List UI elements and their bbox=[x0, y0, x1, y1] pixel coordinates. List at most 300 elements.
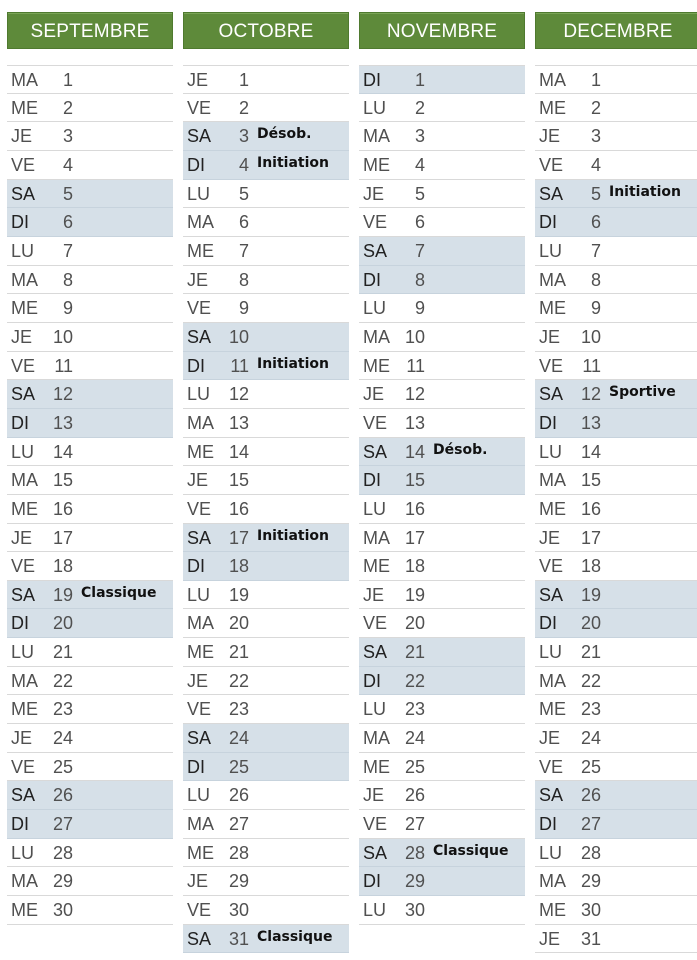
day-name: DI bbox=[363, 269, 381, 290]
month-header: OCTOBRE bbox=[183, 12, 349, 49]
day-number: 28 bbox=[228, 842, 249, 863]
day-name: JE bbox=[539, 527, 561, 548]
day-row bbox=[7, 208, 173, 237]
day-row bbox=[535, 151, 697, 180]
day-name: LU bbox=[363, 298, 387, 319]
day-row bbox=[183, 323, 349, 352]
day-name: SA bbox=[187, 326, 212, 347]
day-number: 27 bbox=[404, 814, 425, 835]
day-number: 26 bbox=[404, 785, 425, 806]
day-number: 25 bbox=[404, 756, 425, 777]
day-name: ME bbox=[187, 642, 214, 663]
day-name: JE bbox=[187, 670, 209, 691]
day-name: SA bbox=[11, 584, 36, 605]
day-name: ME bbox=[363, 556, 390, 577]
day-name: SA bbox=[187, 126, 212, 147]
day-name: JE bbox=[187, 470, 209, 491]
day-number: 2 bbox=[62, 97, 73, 118]
day-row bbox=[535, 122, 697, 151]
day-number: 30 bbox=[404, 900, 425, 921]
day-name: VE bbox=[187, 900, 212, 921]
day-row bbox=[7, 352, 173, 381]
day-row bbox=[183, 695, 349, 724]
day-name: JE bbox=[11, 126, 33, 147]
day-number: 11 bbox=[230, 355, 249, 376]
day-number: 18 bbox=[52, 556, 73, 577]
day-row bbox=[359, 810, 525, 839]
day-number: 27 bbox=[228, 814, 249, 835]
day-row bbox=[183, 294, 349, 323]
day-number: 22 bbox=[52, 670, 73, 691]
day-row bbox=[359, 266, 525, 295]
day-row bbox=[183, 438, 349, 467]
day-number: 14 bbox=[52, 441, 73, 462]
month-column-septembre bbox=[7, 12, 173, 925]
day-name: JE bbox=[363, 785, 385, 806]
event-label: Sportive bbox=[609, 384, 676, 401]
day-row bbox=[535, 380, 697, 409]
day-number: 6 bbox=[238, 212, 249, 233]
day-name: VE bbox=[363, 814, 388, 835]
day-name: VE bbox=[539, 556, 564, 577]
day-name: MA bbox=[363, 126, 390, 147]
day-row bbox=[359, 122, 525, 151]
day-row bbox=[359, 380, 525, 409]
day-number: 27 bbox=[580, 814, 601, 835]
day-number: 1 bbox=[414, 70, 425, 90]
day-row bbox=[7, 294, 173, 323]
day-number: 30 bbox=[580, 900, 601, 921]
day-number: 22 bbox=[580, 670, 601, 691]
day-number: 21 bbox=[404, 642, 425, 663]
day-number: 25 bbox=[580, 756, 601, 777]
month-column-novembre bbox=[359, 12, 525, 925]
day-number: 29 bbox=[228, 871, 249, 892]
day-number: 13 bbox=[404, 412, 425, 433]
day-name: SA bbox=[11, 384, 36, 405]
day-row bbox=[535, 581, 697, 610]
day-name: DI bbox=[11, 814, 29, 835]
day-name: VE bbox=[363, 212, 388, 233]
day-name: LU bbox=[539, 642, 563, 663]
day-name: LU bbox=[11, 240, 35, 261]
day-number: 13 bbox=[580, 412, 601, 433]
day-number: 21 bbox=[580, 642, 601, 663]
day-number: 28 bbox=[404, 842, 425, 863]
day-name: DI bbox=[363, 670, 381, 691]
day-row bbox=[7, 896, 173, 925]
day-row bbox=[183, 208, 349, 237]
day-row bbox=[359, 609, 525, 638]
day-list bbox=[7, 65, 173, 925]
day-row bbox=[535, 839, 697, 868]
day-row bbox=[535, 896, 697, 925]
day-number: 12 bbox=[580, 384, 601, 405]
day-name: LU bbox=[363, 498, 387, 519]
day-name: SA bbox=[539, 584, 564, 605]
day-number: 1 bbox=[62, 70, 73, 90]
day-name: LU bbox=[187, 584, 211, 605]
day-row bbox=[535, 781, 697, 810]
day-number: 12 bbox=[404, 384, 425, 405]
day-name: VE bbox=[187, 298, 212, 319]
day-number: 8 bbox=[62, 269, 73, 290]
day-number: 17 bbox=[52, 527, 73, 548]
day-row bbox=[183, 810, 349, 839]
day-row bbox=[183, 609, 349, 638]
day-name: VE bbox=[539, 355, 564, 376]
day-name: JE bbox=[11, 728, 33, 749]
day-row bbox=[535, 724, 697, 753]
day-number: 15 bbox=[404, 470, 425, 491]
day-number: 2 bbox=[590, 97, 601, 118]
day-name: LU bbox=[187, 384, 211, 405]
day-name: VE bbox=[187, 97, 212, 118]
day-name: VE bbox=[11, 556, 36, 577]
day-row bbox=[7, 581, 173, 610]
event-label: Initiation bbox=[609, 183, 681, 200]
day-row bbox=[7, 65, 173, 94]
day-number: 4 bbox=[238, 154, 249, 175]
day-number: 9 bbox=[238, 298, 249, 319]
day-number: 14 bbox=[404, 441, 425, 462]
day-number: 7 bbox=[238, 240, 249, 261]
day-number: 17 bbox=[228, 527, 249, 548]
day-list bbox=[535, 65, 697, 953]
day-row bbox=[7, 122, 173, 151]
day-number: 26 bbox=[52, 785, 73, 806]
day-name: MA bbox=[11, 470, 38, 491]
day-row bbox=[183, 781, 349, 810]
event-label: Classique bbox=[81, 584, 157, 601]
day-row bbox=[359, 753, 525, 782]
day-row bbox=[535, 352, 697, 381]
day-row bbox=[535, 753, 697, 782]
day-row bbox=[359, 151, 525, 180]
day-name: ME bbox=[363, 355, 390, 376]
day-row bbox=[183, 151, 349, 180]
day-row bbox=[7, 839, 173, 868]
event-label: Initiation bbox=[257, 154, 329, 171]
day-row bbox=[7, 151, 173, 180]
day-row bbox=[359, 323, 525, 352]
event-label: Initiation bbox=[257, 527, 329, 544]
day-number: 7 bbox=[62, 240, 73, 261]
event-label: Désob. bbox=[257, 126, 312, 143]
day-number: 9 bbox=[62, 298, 73, 319]
day-number: 4 bbox=[62, 154, 73, 175]
day-name: DI bbox=[539, 814, 557, 835]
day-name: SA bbox=[363, 842, 388, 863]
day-number: 17 bbox=[580, 527, 601, 548]
day-name: JE bbox=[187, 269, 209, 290]
day-number: 29 bbox=[52, 871, 73, 892]
day-name: DI bbox=[11, 412, 29, 433]
day-number: 16 bbox=[52, 498, 73, 519]
day-number: 3 bbox=[238, 126, 249, 147]
day-name: MA bbox=[187, 212, 214, 233]
day-name: SA bbox=[187, 728, 212, 749]
day-name: ME bbox=[11, 900, 38, 921]
day-number: 20 bbox=[580, 613, 601, 634]
day-name: ME bbox=[11, 498, 38, 519]
day-row bbox=[535, 466, 697, 495]
day-number: 2 bbox=[414, 97, 425, 118]
day-number: 15 bbox=[580, 470, 601, 491]
day-name: MA bbox=[539, 269, 566, 290]
day-name: LU bbox=[539, 441, 563, 462]
day-row bbox=[183, 839, 349, 868]
day-number: 10 bbox=[580, 326, 601, 347]
day-number: 21 bbox=[228, 642, 249, 663]
day-name: LU bbox=[539, 240, 563, 261]
day-number: 21 bbox=[52, 642, 73, 663]
day-row bbox=[183, 466, 349, 495]
day-number: 24 bbox=[52, 728, 73, 749]
day-row bbox=[7, 781, 173, 810]
day-number: 8 bbox=[238, 269, 249, 290]
day-number: 5 bbox=[62, 183, 73, 204]
day-row bbox=[359, 581, 525, 610]
day-row bbox=[535, 180, 697, 209]
day-number: 11 bbox=[582, 355, 601, 376]
day-number: 14 bbox=[228, 441, 249, 462]
day-number: 15 bbox=[228, 470, 249, 491]
day-number: 22 bbox=[404, 670, 425, 691]
month-column-decembre bbox=[535, 12, 697, 953]
day-name: ME bbox=[11, 97, 38, 118]
day-name: SA bbox=[363, 240, 388, 261]
day-name: DI bbox=[363, 871, 381, 892]
day-number: 5 bbox=[414, 183, 425, 204]
day-number: 18 bbox=[228, 556, 249, 577]
day-row bbox=[359, 552, 525, 581]
day-number: 17 bbox=[404, 527, 425, 548]
day-row bbox=[535, 65, 697, 94]
day-row bbox=[359, 65, 525, 94]
day-row bbox=[7, 180, 173, 209]
day-name: LU bbox=[187, 785, 211, 806]
event-label: Classique bbox=[257, 928, 333, 945]
day-row bbox=[183, 122, 349, 151]
day-number: 4 bbox=[590, 154, 601, 175]
day-row bbox=[7, 524, 173, 553]
day-number: 27 bbox=[52, 814, 73, 835]
day-number: 29 bbox=[580, 871, 601, 892]
day-number: 25 bbox=[52, 756, 73, 777]
day-row bbox=[183, 237, 349, 266]
day-row bbox=[7, 695, 173, 724]
day-name: JE bbox=[539, 928, 561, 949]
day-row bbox=[359, 896, 525, 925]
day-row bbox=[183, 266, 349, 295]
day-name: ME bbox=[539, 298, 566, 319]
day-name: DI bbox=[363, 470, 381, 491]
day-name: SA bbox=[363, 642, 388, 663]
day-row bbox=[7, 609, 173, 638]
day-name: MA bbox=[539, 470, 566, 491]
day-name: MA bbox=[11, 871, 38, 892]
day-number: 20 bbox=[52, 613, 73, 634]
day-row bbox=[359, 667, 525, 696]
day-name: MA bbox=[11, 269, 38, 290]
day-row bbox=[7, 237, 173, 266]
day-row bbox=[359, 638, 525, 667]
event-label: Classique bbox=[433, 842, 509, 859]
day-name: JE bbox=[11, 527, 33, 548]
day-row bbox=[183, 753, 349, 782]
day-name: DI bbox=[11, 613, 29, 634]
day-row bbox=[7, 810, 173, 839]
day-name: ME bbox=[539, 498, 566, 519]
day-number: 28 bbox=[580, 842, 601, 863]
day-name: SA bbox=[11, 183, 36, 204]
day-number: 10 bbox=[404, 326, 425, 347]
day-number: 23 bbox=[52, 699, 73, 720]
day-name: VE bbox=[539, 154, 564, 175]
day-name: MA bbox=[187, 412, 214, 433]
day-number: 23 bbox=[580, 699, 601, 720]
day-number: 16 bbox=[404, 498, 425, 519]
day-number: 13 bbox=[52, 412, 73, 433]
day-number: 3 bbox=[414, 126, 425, 147]
day-name: DI bbox=[539, 212, 557, 233]
day-number: 2 bbox=[238, 97, 249, 118]
day-name: MA bbox=[363, 728, 390, 749]
day-name: DI bbox=[187, 756, 205, 777]
day-row bbox=[359, 409, 525, 438]
day-row bbox=[359, 466, 525, 495]
day-name: VE bbox=[539, 756, 564, 777]
day-row bbox=[535, 266, 697, 295]
day-number: 19 bbox=[228, 584, 249, 605]
day-number: 24 bbox=[580, 728, 601, 749]
day-number: 24 bbox=[228, 728, 249, 749]
day-number: 20 bbox=[404, 613, 425, 634]
day-name: JE bbox=[539, 728, 561, 749]
day-row bbox=[359, 524, 525, 553]
event-label: Initiation bbox=[257, 355, 329, 372]
day-number: 16 bbox=[580, 498, 601, 519]
day-row bbox=[535, 925, 697, 954]
day-row bbox=[183, 724, 349, 753]
day-row bbox=[359, 294, 525, 323]
day-row bbox=[535, 208, 697, 237]
day-number: 3 bbox=[590, 126, 601, 147]
day-row bbox=[535, 294, 697, 323]
day-number: 26 bbox=[580, 785, 601, 806]
day-row bbox=[183, 925, 349, 954]
day-number: 19 bbox=[580, 584, 601, 605]
day-name: ME bbox=[11, 699, 38, 720]
day-row bbox=[359, 781, 525, 810]
day-name: ME bbox=[363, 756, 390, 777]
day-number: 16 bbox=[228, 498, 249, 519]
day-row bbox=[359, 839, 525, 868]
day-row bbox=[535, 409, 697, 438]
day-name: DI bbox=[187, 154, 205, 175]
day-row bbox=[359, 180, 525, 209]
day-name: DI bbox=[539, 613, 557, 634]
day-row bbox=[359, 724, 525, 753]
day-number: 5 bbox=[590, 183, 601, 204]
day-name: LU bbox=[187, 183, 211, 204]
day-name: DI bbox=[363, 70, 381, 90]
day-name: VE bbox=[11, 355, 36, 376]
day-row bbox=[359, 495, 525, 524]
day-number: 20 bbox=[228, 613, 249, 634]
day-name: DI bbox=[187, 556, 205, 577]
day-row bbox=[7, 552, 173, 581]
day-row bbox=[535, 94, 697, 123]
day-name: MA bbox=[11, 70, 38, 90]
day-row bbox=[7, 323, 173, 352]
day-number: 19 bbox=[404, 584, 425, 605]
day-row bbox=[183, 524, 349, 553]
day-row bbox=[7, 94, 173, 123]
day-name: JE bbox=[187, 871, 209, 892]
day-name: DI bbox=[11, 212, 29, 233]
day-row bbox=[359, 94, 525, 123]
day-row bbox=[183, 581, 349, 610]
day-number: 9 bbox=[590, 298, 601, 319]
day-name: SA bbox=[539, 183, 564, 204]
day-name: DI bbox=[539, 412, 557, 433]
day-row bbox=[7, 266, 173, 295]
day-name: ME bbox=[187, 441, 214, 462]
day-row bbox=[183, 352, 349, 381]
day-number: 11 bbox=[54, 355, 73, 376]
day-name: ME bbox=[11, 298, 38, 319]
day-number: 19 bbox=[52, 584, 73, 605]
day-name: JE bbox=[539, 126, 561, 147]
day-name: ME bbox=[539, 97, 566, 118]
day-name: SA bbox=[11, 785, 36, 806]
day-name: ME bbox=[363, 154, 390, 175]
day-number: 7 bbox=[590, 240, 601, 261]
day-name: MA bbox=[363, 326, 390, 347]
day-row bbox=[183, 495, 349, 524]
day-number: 1 bbox=[590, 70, 601, 90]
day-number: 29 bbox=[404, 871, 425, 892]
day-number: 6 bbox=[414, 212, 425, 233]
day-row bbox=[7, 667, 173, 696]
day-name: ME bbox=[187, 240, 214, 261]
day-row bbox=[359, 867, 525, 896]
day-number: 8 bbox=[590, 269, 601, 290]
day-row bbox=[535, 495, 697, 524]
day-row bbox=[183, 667, 349, 696]
day-row bbox=[535, 323, 697, 352]
day-number: 14 bbox=[580, 441, 601, 462]
day-name: VE bbox=[363, 613, 388, 634]
day-number: 23 bbox=[228, 699, 249, 720]
day-name: JE bbox=[539, 326, 561, 347]
day-number: 31 bbox=[228, 928, 249, 949]
day-number: 11 bbox=[406, 355, 425, 376]
day-row bbox=[7, 466, 173, 495]
day-number: 18 bbox=[404, 556, 425, 577]
day-row bbox=[535, 438, 697, 467]
day-row bbox=[359, 695, 525, 724]
day-name: MA bbox=[363, 527, 390, 548]
event-label: Désob. bbox=[433, 441, 488, 458]
day-row bbox=[535, 552, 697, 581]
day-row bbox=[535, 695, 697, 724]
day-name: SA bbox=[539, 785, 564, 806]
day-name: JE bbox=[363, 584, 385, 605]
day-row bbox=[7, 380, 173, 409]
